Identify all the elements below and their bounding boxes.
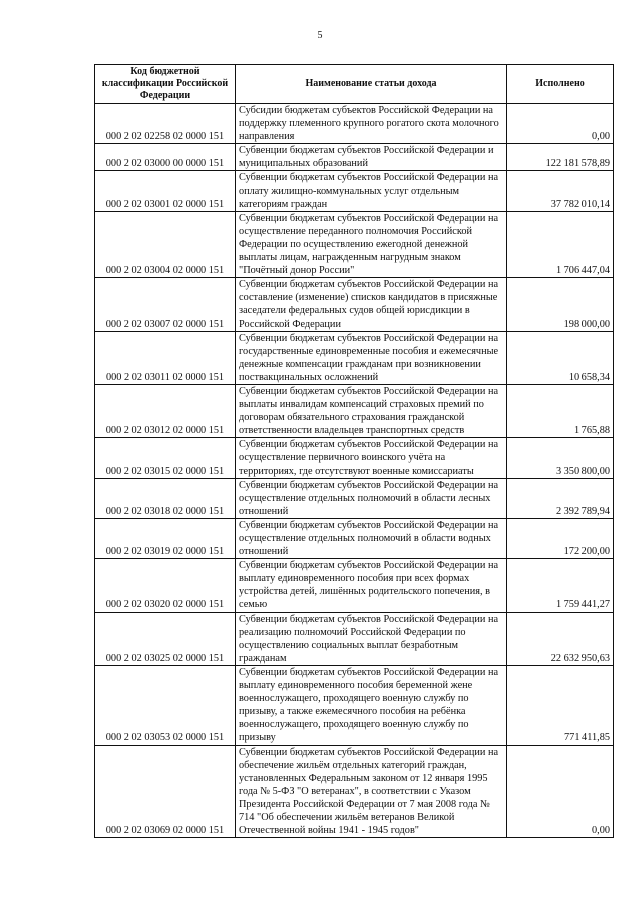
budget-code-cell: 000 2 02 03020 02 0000 151 [95, 559, 236, 612]
budget-code-cell: 000 2 02 03004 02 0000 151 [95, 211, 236, 277]
table-row [95, 518, 614, 558]
budget-code-cell: 000 2 02 03019 02 0000 151 [95, 518, 236, 558]
executed-amount-cell: 1 706 447,04 [507, 211, 614, 277]
budget-code-cell: 000 2 02 03018 02 0000 151 [95, 478, 236, 518]
budget-code-cell: 000 2 02 03001 02 0000 151 [95, 171, 236, 211]
executed-amount-cell: 37 782 010,14 [507, 171, 614, 211]
income-item-name-cell: Субвенции бюджетам субъектов Российской Федерации и муниципальных образований [236, 144, 507, 171]
table-row [95, 144, 614, 171]
table-row [95, 278, 614, 331]
budget-code-cell: 000 2 02 03012 02 0000 151 [95, 384, 236, 437]
budget-code-cell: 000 2 02 03000 00 0000 151 [95, 144, 236, 171]
table-row [95, 171, 614, 211]
table-row [95, 331, 614, 384]
income-item-name-cell: Субвенции бюджетам субъектов Российской Федерации на выплаты инвалидам компенсаций страховых премий по договорам обязательного страхования гражданской ответственности владельцев транспортных средств [236, 384, 507, 437]
income-item-name-cell: Субсидии бюджетам субъектов Российской Федерации на поддержку племенного крупного рогатого скота молочного направления [236, 104, 507, 144]
executed-amount-cell: 1 765,88 [507, 384, 614, 437]
budget-code-cell: 000 2 02 03011 02 0000 151 [95, 331, 236, 384]
income-item-name-cell: Субвенции бюджетам субъектов Российской Федерации на осуществление первичного воинского учёта на территориях, где отсутствуют военные комиссариаты [236, 438, 507, 478]
executed-amount-cell: 122 181 578,89 [507, 144, 614, 171]
budget-code-cell: 000 2 02 03053 02 0000 151 [95, 665, 236, 745]
table-row [95, 478, 614, 518]
table-row [95, 384, 614, 437]
budget-code-cell: 000 2 02 02258 02 0000 151 [95, 104, 236, 144]
executed-amount-cell: 198 000,00 [507, 278, 614, 331]
income-item-name-cell: Субвенции бюджетам субъектов Российской Федерации на государственные единовременные пособия и ежемесячные денежные компенсации гражданам при возникновении поствакцинальных осложнений [236, 331, 507, 384]
table-row [95, 745, 614, 838]
income-item-name-cell: Субвенции бюджетам субъектов Российской Федерации на осуществление отдельных полномочий в области лесных отношений [236, 478, 507, 518]
income-item-name-cell: Субвенции бюджетам субъектов Российской Федерации на оплату жилищно-коммунальных услуг отдельным категориям граждан [236, 171, 507, 211]
table-row [95, 438, 614, 478]
page-number: 5 [317, 30, 323, 41]
header-budget-code: Код бюджетной классификации Российской Федерации [95, 65, 236, 104]
income-item-name-cell: Субвенции бюджетам субъектов Российской Федерации на осуществление отдельных полномочий в области водных отношений [236, 518, 507, 558]
budget-code-cell: 000 2 02 03069 02 0000 151 [95, 745, 236, 838]
header-executed-amount: Исполнено [507, 65, 614, 104]
executed-amount-cell: 0,00 [507, 104, 614, 144]
table-row [95, 665, 614, 745]
budget-code-cell: 000 2 02 03007 02 0000 151 [95, 278, 236, 331]
executed-amount-cell: 10 658,34 [507, 331, 614, 384]
header-income-item-name: Наименование статьи дохода [236, 65, 507, 104]
table-row [95, 559, 614, 612]
executed-amount-cell: 1 759 441,27 [507, 559, 614, 612]
table-row [95, 612, 614, 665]
executed-amount-cell: 0,00 [507, 745, 614, 838]
table-row [95, 104, 614, 144]
executed-amount-cell: 22 632 950,63 [507, 612, 614, 665]
income-item-name-cell: Субвенции бюджетам субъектов Российской Федерации на обеспечение жильём отдельных категорий граждан, установленных Федеральным законом от 12 января 1995 года № 5-ФЗ "О ветеранах", в соответствии с Указом Президента Российской Федерации от 7 мая 2008 года № 714 "Об обеспечении жильём ветеранов Великой Отечественной войны 1941 - 1945 годов" [236, 745, 507, 838]
income-item-name-cell: Субвенции бюджетам субъектов Российской Федерации на выплату единовременного пособия при всех формах устройства детей, лишённых родительского попечения, в семью [236, 559, 507, 612]
budget-income-table [94, 64, 614, 838]
income-item-name-cell: Субвенции бюджетам субъектов Российской Федерации на выплату единовременного пособия беременной жене военнослужащего, проходящего военную службу по призыву, а также ежемесячного пособия на ребёнка военнослужащего, проходящего военную службу по призыву [236, 665, 507, 745]
executed-amount-cell: 172 200,00 [507, 518, 614, 558]
income-item-name-cell: Субвенции бюджетам субъектов Российской Федерации на реализацию полномочий Российской Федерации по осуществлению социальных выплат безработным гражданам [236, 612, 507, 665]
executed-amount-cell: 771 411,85 [507, 665, 614, 745]
income-item-name-cell: Субвенции бюджетам субъектов Российской Федерации на осуществление переданного полномочия Российской Федерации по осуществлению ежегодной денежной выплаты лицам, награжденным нагрудным знаком "Почётный донор России" [236, 211, 507, 277]
table-header-row [95, 65, 614, 104]
budget-code-cell: 000 2 02 03025 02 0000 151 [95, 612, 236, 665]
table-row [95, 211, 614, 277]
income-item-name-cell: Субвенции бюджетам субъектов Российской Федерации на составление (изменение) списков кандидатов в присяжные заседатели федеральных судов общей юрисдикции в Российской Федерации [236, 278, 507, 331]
budget-code-cell: 000 2 02 03015 02 0000 151 [95, 438, 236, 478]
executed-amount-cell: 2 392 789,94 [507, 478, 614, 518]
executed-amount-cell: 3 350 800,00 [507, 438, 614, 478]
